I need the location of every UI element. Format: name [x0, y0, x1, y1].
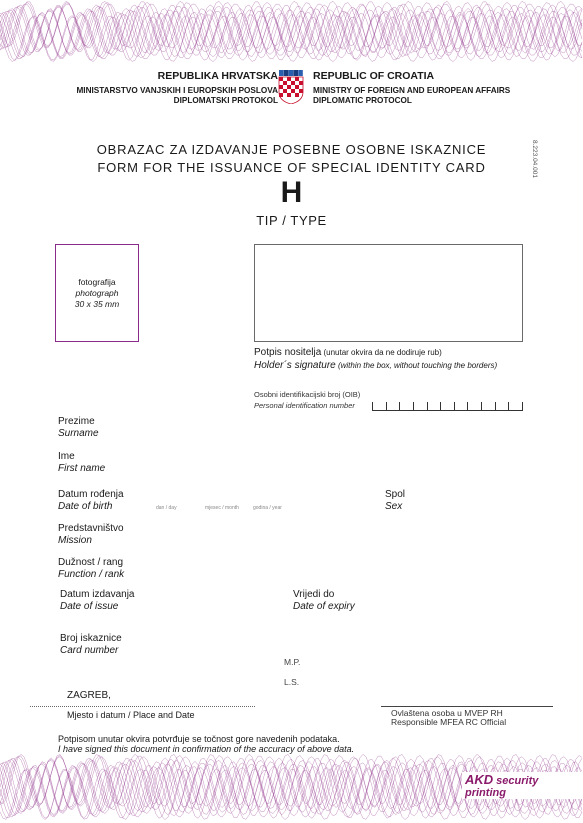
oib-digit[interactable] — [372, 402, 386, 410]
official-label-hr: Ovlaštena osoba u MVEP RH — [391, 708, 503, 718]
signature-note-hr: (unutar okvira da ne dodiruje rub) — [321, 348, 442, 357]
card-number-label-hr: Broj iskaznice — [60, 633, 122, 644]
type-label: TIP / TYPE — [256, 213, 327, 228]
stamp-ls-label: L.S. — [284, 677, 300, 687]
oib-digit[interactable] — [440, 402, 454, 410]
akd-brand-text: security printing — [465, 775, 539, 799]
mission-field[interactable] — [58, 523, 124, 547]
date-of-birth-field[interactable] — [58, 489, 124, 513]
form-title-hr: OBRAZAC ZA IZDAVANJE POSEBNE OSOBNE ISKAZNICE — [96, 142, 487, 157]
side-form-code: 8.223.04.001 — [531, 140, 538, 178]
official-label-en: Responsible MFEA RC Official — [391, 717, 507, 727]
photo-size: 30 x 35 mm — [74, 299, 120, 309]
oib-digit[interactable] — [413, 402, 427, 410]
mission-label-hr: Predstavništvo — [58, 523, 124, 534]
signature-box[interactable] — [254, 244, 523, 342]
card-number-label-en: Card number — [60, 645, 119, 656]
surname-label-en: Surname — [58, 428, 99, 439]
protocol-name-en: DIPLOMATIC PROTOCOL — [313, 95, 412, 105]
function-field[interactable] — [58, 557, 124, 581]
date-of-expiry-field[interactable] — [293, 589, 355, 613]
ministry-name-en: MINISTRY OF FOREIGN AND EUROPEAN AFFAIRS — [313, 86, 511, 95]
signature-label-hr — [254, 347, 442, 358]
photo-label-en: photograph — [75, 288, 119, 298]
card-type-letter: H — [280, 176, 303, 209]
expiry-label-en: Date of expiry — [293, 601, 355, 612]
confirmation-text-en: I have signed this document in confirmation of the accuracy of above data. — [58, 744, 355, 754]
expiry-label-hr: Vrijedi do — [293, 589, 335, 600]
sex-label-en: Sex — [385, 501, 403, 512]
oib-label-en: Personal identification number — [254, 401, 355, 410]
sex-field[interactable] — [385, 489, 405, 513]
place-date-label: Mjesto i datum / Place and Date — [67, 710, 195, 720]
guilloche-line — [0, 1, 582, 46]
issue-label-hr: Datum izdavanja — [60, 589, 135, 600]
republic-of-croatia-title: REPUBLIC OF CROATIA — [313, 70, 435, 82]
oib-digit[interactable] — [386, 402, 400, 410]
header-left-block — [76, 70, 278, 105]
guilloche-line — [0, 15, 582, 59]
oib-digit[interactable] — [481, 402, 495, 410]
signature-main-hr: Potpis nositelja — [254, 347, 322, 358]
ministry-name-hr: MINISTARSTVO VANJSKIH I EUROPSKIH POSLOVA — [76, 86, 278, 95]
guilloche-line — [0, 17, 582, 62]
sex-label-hr: Spol — [385, 489, 406, 500]
card-number-field[interactable] — [60, 633, 122, 657]
surname-field[interactable] — [58, 416, 99, 440]
dob-label-en: Date of birth — [58, 501, 113, 512]
akd-brand-logo — [462, 772, 583, 799]
oib-digit[interactable] — [454, 402, 468, 410]
signature-note-en: (within the box, without touching the borders) — [335, 361, 498, 370]
function-label-en: Function / rank — [58, 569, 125, 580]
croatian-coat-of-arms-icon — [278, 70, 304, 104]
city-label: ZAGREB, — [67, 690, 111, 701]
oib-digit-boxes[interactable] — [372, 402, 523, 411]
photo-label-hr: fotografija — [78, 277, 116, 287]
oib-digit[interactable] — [508, 402, 523, 410]
first-name-field[interactable] — [58, 451, 105, 475]
stamp-mp-label: M.P. — [284, 657, 301, 667]
function-label-hr: Dužnost / rang — [58, 557, 124, 568]
mission-label-en: Mission — [58, 535, 92, 546]
oib-digit[interactable] — [427, 402, 441, 410]
photo-box[interactable] — [55, 244, 139, 342]
oib-label-hr: Osobni identifikacijski broj (OIB) — [254, 390, 361, 399]
guilloche-pattern — [0, 0, 583, 64]
top-guilloche-band — [0, 0, 583, 64]
dob-year-hint: godina / year — [253, 505, 282, 511]
oib-digit[interactable] — [467, 402, 481, 410]
date-of-issue-field[interactable] — [60, 589, 134, 613]
oib-digit[interactable] — [399, 402, 413, 410]
official-signature-line[interactable] — [381, 706, 553, 707]
dob-month-hint: mjesec / month — [205, 505, 239, 511]
header-right-block — [313, 70, 510, 105]
confirmation-text-hr: Potpisom unutar okvira potvrđuje se točnost gore navedenih podataka. — [58, 734, 340, 744]
first-name-label-hr: Ime — [58, 451, 75, 462]
protocol-name-hr: DIPLOMATSKI PROTOKOL — [173, 95, 278, 105]
issue-label-en: Date of issue — [60, 601, 119, 612]
dob-label-hr: Datum rođenja — [58, 489, 124, 500]
signature-main-en: Holder´s signature — [254, 360, 336, 371]
form-title-en: FORM FOR THE ISSUANCE OF SPECIAL IDENTITY CARD — [97, 160, 486, 175]
place-date-line[interactable] — [30, 706, 255, 707]
akd-logo-mark: AKD — [465, 772, 494, 787]
republika-hrvatska-title: REPUBLIKA HRVATSKA — [157, 70, 278, 82]
dob-day-hint: dan / day — [156, 505, 177, 511]
signature-label-en — [254, 360, 497, 371]
surname-label-hr: Prezime — [58, 416, 95, 427]
oib-digit[interactable] — [495, 402, 509, 410]
first-name-label-en: First name — [58, 463, 106, 474]
